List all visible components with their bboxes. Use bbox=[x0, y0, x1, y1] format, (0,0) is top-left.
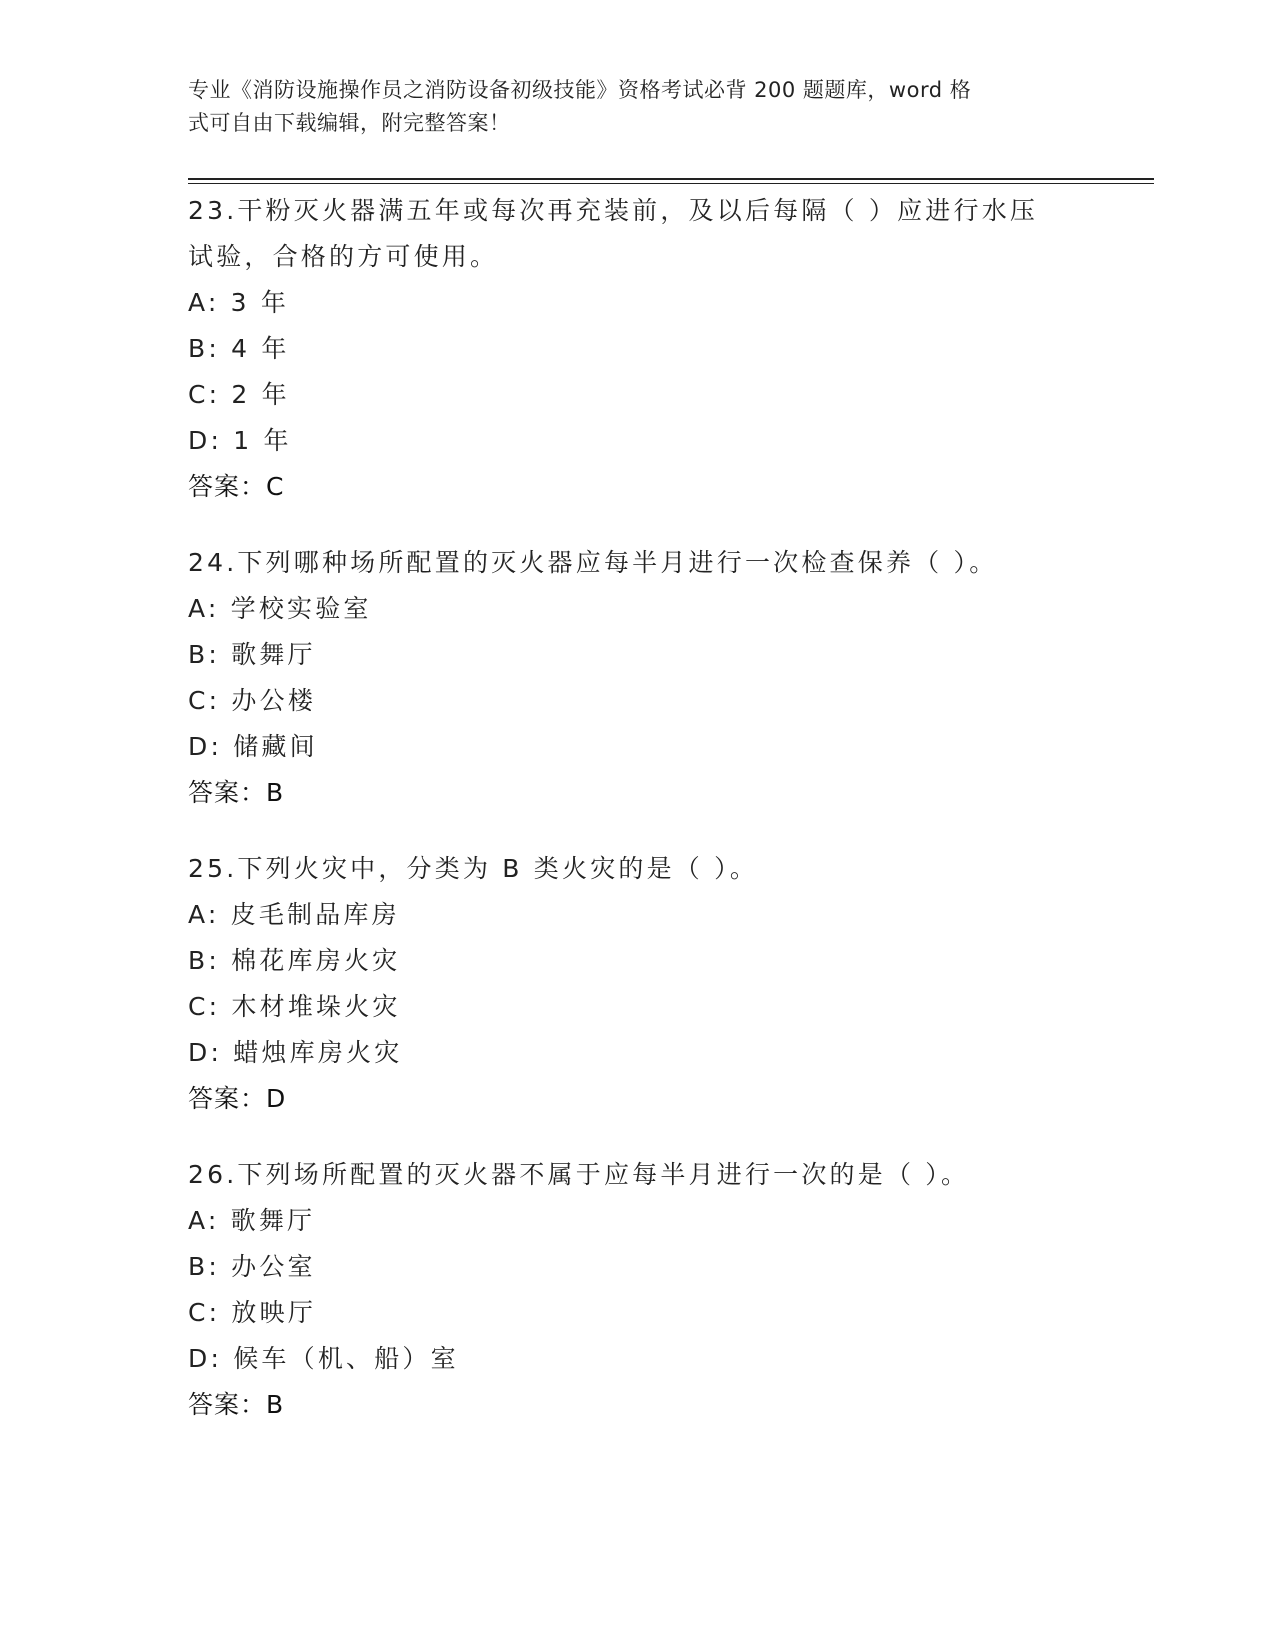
option-c: C: 办公楼 bbox=[188, 686, 317, 715]
option-c: C: 2 年 bbox=[188, 380, 290, 409]
question-text: 23.干粉灭火器满五年或每次再充装前，及以后每隔（ ）应进行水压 bbox=[188, 196, 1039, 225]
header-line-1: 专业《消防设施操作员之消防设备初级技能》资格考试必背 200 题题库，word 格 bbox=[188, 78, 972, 102]
option-b: B: 办公室 bbox=[188, 1252, 316, 1281]
option-a: A: 皮毛制品库房 bbox=[188, 900, 400, 929]
option-d: D: 蜡烛库房火灾 bbox=[188, 1038, 403, 1067]
question-text-continued: 试验，合格的方可使用。 bbox=[188, 242, 499, 271]
option-d: D: 候车（机、船）室 bbox=[188, 1344, 459, 1373]
header-divider-thick bbox=[188, 178, 1154, 180]
option-d: D: 储藏间 bbox=[188, 732, 318, 761]
answer-line: 答案：B bbox=[188, 1390, 285, 1419]
answer-line: 答案：D bbox=[188, 1084, 287, 1113]
question-25 bbox=[188, 846, 1088, 1122]
question-26 bbox=[188, 1152, 1088, 1428]
question-23 bbox=[188, 188, 1088, 510]
option-d: D: 1 年 bbox=[188, 426, 292, 455]
option-a: A: 3 年 bbox=[188, 288, 290, 317]
header-line-2: 式可自由下载编辑，附完整答案！ bbox=[188, 111, 511, 135]
question-24 bbox=[188, 540, 1088, 816]
answer-line: 答案：B bbox=[188, 778, 285, 807]
option-a: A: 学校实验室 bbox=[188, 594, 372, 623]
option-c: C: 放映厅 bbox=[188, 1298, 317, 1327]
option-b: B: 棉花库房火灾 bbox=[188, 946, 401, 975]
header-divider-thin bbox=[188, 183, 1154, 184]
question-text: 26.下列场所配置的灭火器不属于应每半月进行一次的是（ ）。 bbox=[188, 1160, 970, 1189]
document-header bbox=[188, 74, 1068, 140]
question-text: 25.下列火灾中，分类为 B 类火灾的是（ ）。 bbox=[188, 854, 759, 883]
option-a: A: 歌舞厅 bbox=[188, 1206, 316, 1235]
option-b: B: 歌舞厅 bbox=[188, 640, 316, 669]
question-list bbox=[188, 188, 1088, 1458]
answer-line: 答案：C bbox=[188, 472, 285, 501]
option-c: C: 木材堆垛火灾 bbox=[188, 992, 401, 1021]
option-b: B: 4 年 bbox=[188, 334, 290, 363]
question-text: 24.下列哪种场所配置的灭火器应每半月进行一次检查保养（ ）。 bbox=[188, 548, 998, 577]
